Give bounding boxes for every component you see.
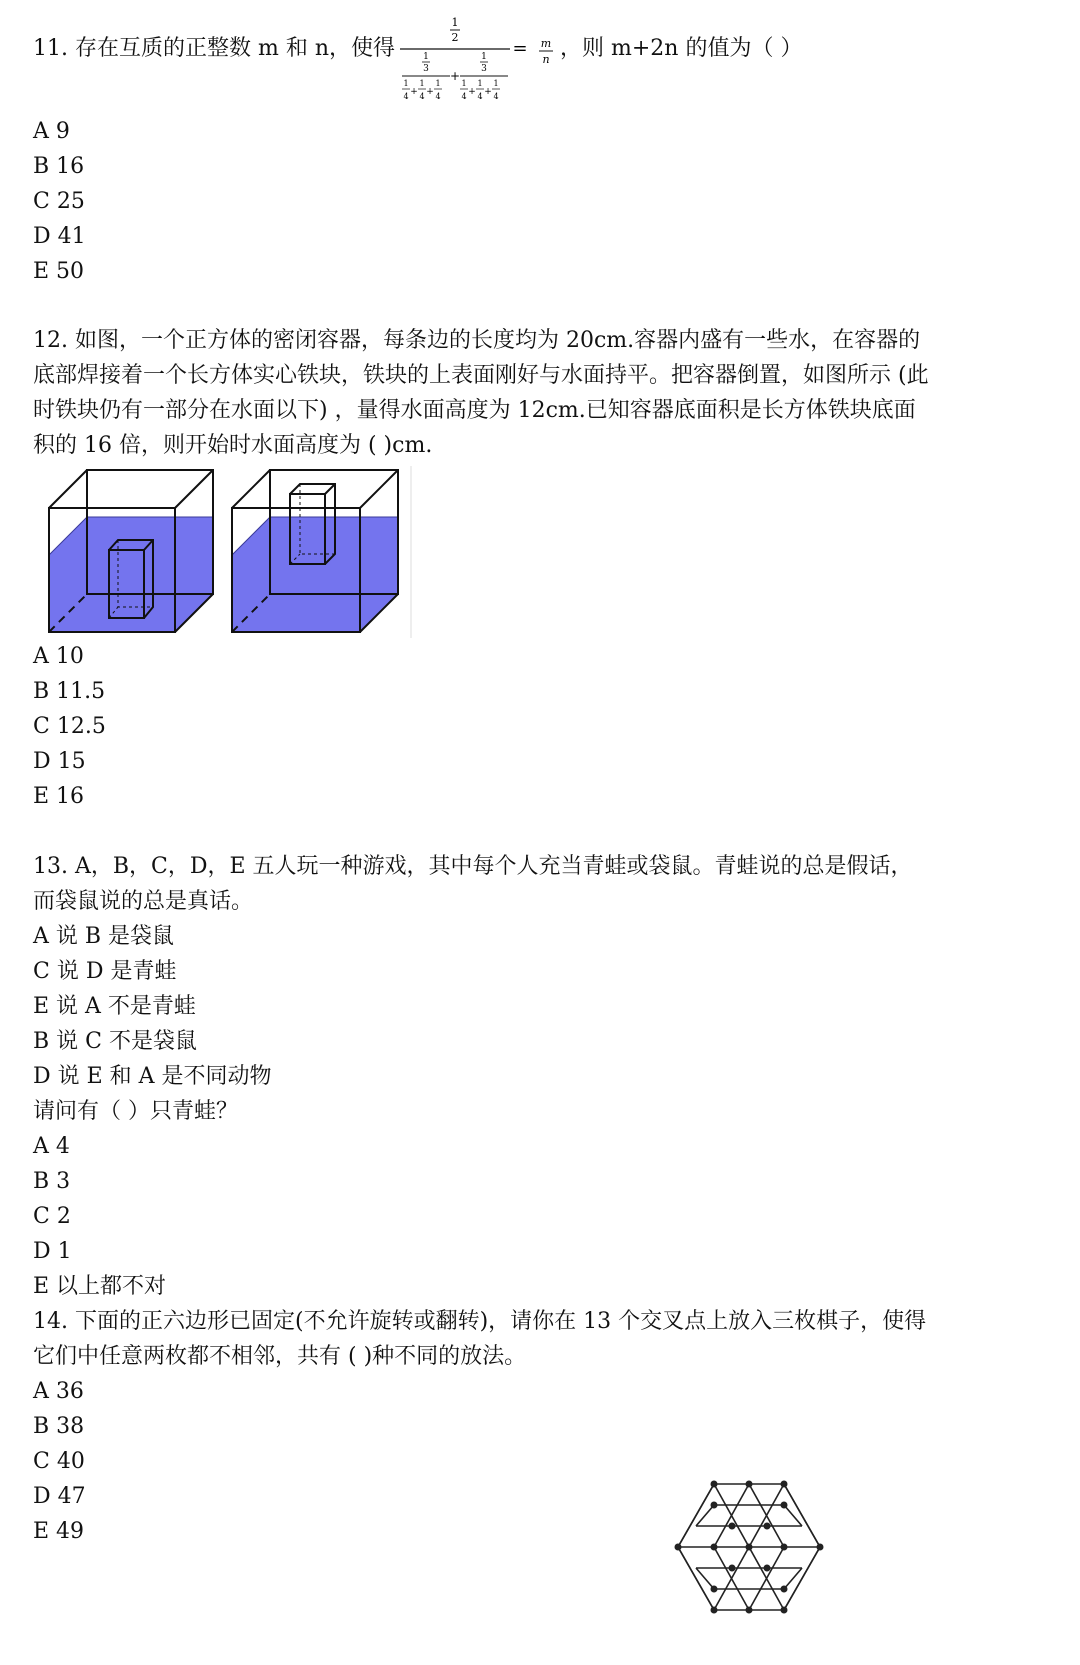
q13-option-c[interactable]: C 2 bbox=[33, 1204, 71, 1229]
q14-line-2: 它们中任意两枚都不相邻，共有 ( )种不同的放法。 bbox=[33, 1344, 527, 1369]
svg-text:1: 1 bbox=[477, 79, 483, 88]
svg-text:4: 4 bbox=[435, 92, 441, 101]
q13-line-1: 13. A，B，C，D，E 五人玩一种游戏，其中每个人充当青蛙或袋鼠。青蛙说的总是假话， bbox=[33, 854, 913, 879]
svg-text:1: 1 bbox=[435, 79, 441, 88]
svg-text:=: = bbox=[512, 38, 528, 59]
svg-text:4: 4 bbox=[493, 92, 499, 101]
q14-option-a[interactable]: A 36 bbox=[33, 1379, 84, 1404]
q12-option-b[interactable]: B 11.5 bbox=[33, 679, 106, 704]
svg-text:1: 1 bbox=[461, 79, 467, 88]
q12-line-3: 时铁块仍有一部分在水面以下) ，量得水面高度为 12cm.已知容器底面积是长方体铁块底面 bbox=[33, 398, 916, 423]
svg-text:+: + bbox=[449, 69, 461, 83]
q11-prefix: 11. 存在互质的正整数 m 和 n，使得 bbox=[33, 36, 395, 61]
q13-statement-1: A 说 B 是袋鼠 bbox=[33, 924, 175, 949]
q12-line-1: 12. 如图，一个正方体的密闭容器，每条边的长度均为 20cm.容器内盛有一些水，在容器的 bbox=[33, 328, 921, 353]
q13-line-2: 而袋鼠说的总是真话。 bbox=[33, 889, 254, 914]
svg-text:1: 1 bbox=[403, 79, 409, 88]
q12-option-a[interactable]: A 10 bbox=[33, 644, 84, 669]
q13-statement-3: E 说 A 不是青蛙 bbox=[33, 994, 196, 1019]
q13-option-d[interactable]: D 1 bbox=[33, 1239, 72, 1264]
q14-option-e[interactable]: E 49 bbox=[33, 1519, 85, 1544]
q11-m-over-n bbox=[534, 36, 558, 70]
svg-text:3: 3 bbox=[481, 64, 487, 74]
q14-option-d[interactable]: D 47 bbox=[33, 1484, 86, 1509]
q13-statement-5: D 说 E 和 A 是不同动物 bbox=[33, 1064, 272, 1089]
svg-text:1: 1 bbox=[419, 79, 425, 88]
q13-option-a[interactable]: A 4 bbox=[33, 1134, 70, 1159]
frac-top-den: 2 bbox=[451, 31, 459, 44]
q13-statement-4: B 说 C 不是袋鼠 bbox=[33, 1029, 197, 1054]
q11-option-d[interactable]: D 41 bbox=[33, 224, 86, 249]
q11-option-e[interactable]: E 50 bbox=[33, 259, 85, 284]
svg-text:1: 1 bbox=[493, 79, 499, 88]
q14-hexagon-grid bbox=[670, 1480, 830, 1620]
q11-option-a[interactable]: A 9 bbox=[33, 119, 70, 144]
svg-text:3: 3 bbox=[423, 64, 429, 74]
q14-option-c[interactable]: C 40 bbox=[33, 1449, 85, 1474]
q13-option-b[interactable]: B 3 bbox=[33, 1169, 71, 1194]
svg-text:+: + bbox=[468, 87, 476, 97]
cube-left bbox=[49, 470, 213, 632]
q12-container-diagrams bbox=[32, 466, 452, 646]
q13-option-e[interactable]: E 以上都不对 bbox=[33, 1274, 167, 1299]
svg-text:+: + bbox=[426, 87, 434, 97]
q11-option-b[interactable]: B 16 bbox=[33, 154, 85, 179]
q13-question: 请问有（ ）只青蛙？ bbox=[33, 1099, 238, 1124]
q14-option-b[interactable]: B 38 bbox=[33, 1414, 85, 1439]
frac-top-num: 1 bbox=[451, 16, 459, 29]
cube-right bbox=[232, 470, 398, 632]
svg-text:+: + bbox=[410, 87, 418, 97]
q14-line-1: 14. 下面的正六边形已固定(不允许旋转或翻转)，请你在 13 个交叉点上放入三枚棋子，使得 bbox=[33, 1309, 927, 1334]
svg-text:4: 4 bbox=[477, 92, 483, 101]
q11-nested-fraction bbox=[398, 14, 538, 110]
q12-option-c[interactable]: C 12.5 bbox=[33, 714, 106, 739]
q12-line-2: 底部焊接着一个长方体实心铁块，铁块的上表面刚好与水面持平。把容器倒置，如图所示 (此 bbox=[33, 363, 929, 388]
q12-option-e[interactable]: E 16 bbox=[33, 784, 85, 809]
q11-suffix: ，则 m+2n 的值为（ ） bbox=[560, 36, 803, 61]
svg-text:m: m bbox=[540, 37, 552, 50]
q12-option-d[interactable]: D 15 bbox=[33, 749, 86, 774]
svg-text:4: 4 bbox=[403, 92, 409, 101]
q13-statement-2: C 说 D 是青蛙 bbox=[33, 959, 177, 984]
q11-option-c[interactable]: C 25 bbox=[33, 189, 85, 214]
svg-text:+: + bbox=[484, 87, 492, 97]
svg-text:n: n bbox=[542, 53, 550, 66]
q12-line-4: 积的 16 倍，则开始时水面高度为 ( )cm. bbox=[33, 433, 433, 458]
svg-text:1: 1 bbox=[481, 52, 487, 62]
svg-text:4: 4 bbox=[461, 92, 467, 101]
svg-text:4: 4 bbox=[419, 92, 425, 101]
svg-text:1: 1 bbox=[423, 52, 429, 62]
